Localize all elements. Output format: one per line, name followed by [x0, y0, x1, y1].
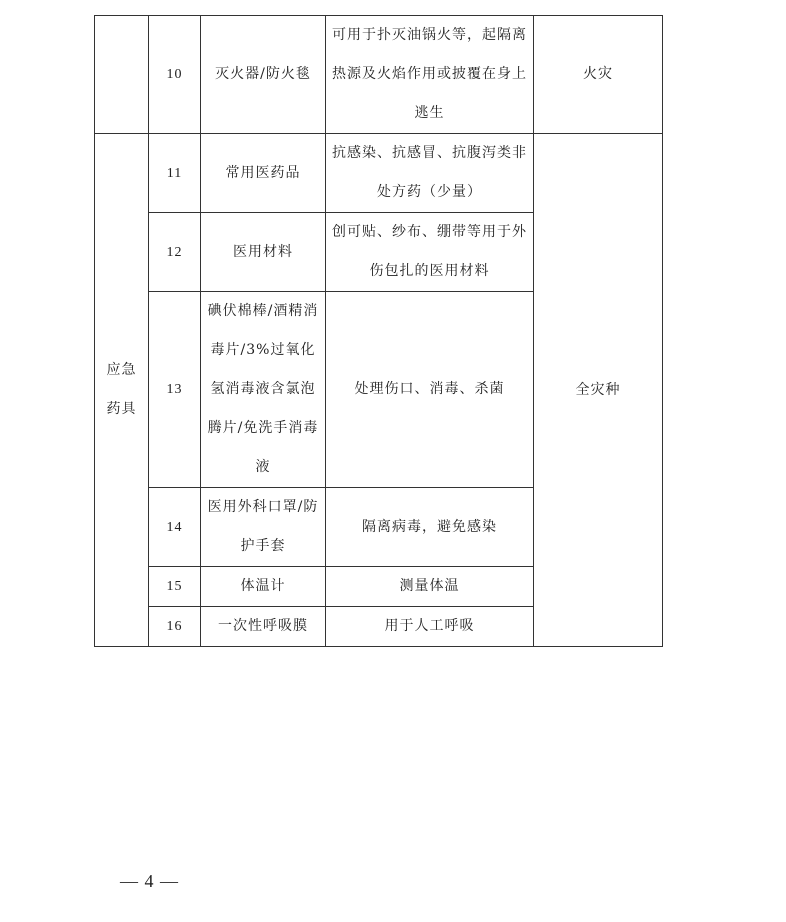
item-use: 测量体温: [326, 567, 534, 607]
item-name: 体温计: [201, 567, 326, 607]
category-cell-empty: [95, 16, 149, 134]
item-number: 15: [149, 567, 201, 607]
page-number: — 4 —: [120, 871, 179, 891]
item-use: 创可贴、纱布、绷带等用于外伤包扎的医用材料: [326, 213, 534, 292]
item-use: 处理伤口、消毒、杀菌: [326, 292, 534, 488]
item-name: 常用医药品: [201, 134, 326, 213]
item-number: 13: [149, 292, 201, 488]
table-row: [95, 134, 663, 213]
category-cell: 应急药具: [95, 134, 149, 647]
item-name: 灭火器/防火毯: [201, 16, 326, 134]
item-name: 碘伏棉棒/酒精消毒片/3%过氧化氢消毒液含氯泡腾片/免洗手消毒液: [201, 292, 326, 488]
item-name: 医用材料: [201, 213, 326, 292]
item-number: 12: [149, 213, 201, 292]
item-name: 一次性呼吸膜: [201, 607, 326, 647]
item-use: 可用于扑灭油锅火等，起隔离热源及火焰作用或披覆在身上逃生: [326, 16, 534, 134]
item-name: 医用外科口罩/防护手套: [201, 488, 326, 567]
supplies-table: [94, 15, 663, 647]
disaster-cell: 全灾种: [534, 134, 663, 647]
item-use: 隔离病毒，避免感染: [326, 488, 534, 567]
item-use: 抗感染、抗感冒、抗腹泻类非处方药（少量）: [326, 134, 534, 213]
item-disaster: 火灾: [534, 16, 663, 134]
item-number: 14: [149, 488, 201, 567]
item-number: 11: [149, 134, 201, 213]
table-row: [95, 16, 663, 134]
item-number: 10: [149, 16, 201, 134]
item-number: 16: [149, 607, 201, 647]
item-use: 用于人工呼吸: [326, 607, 534, 647]
